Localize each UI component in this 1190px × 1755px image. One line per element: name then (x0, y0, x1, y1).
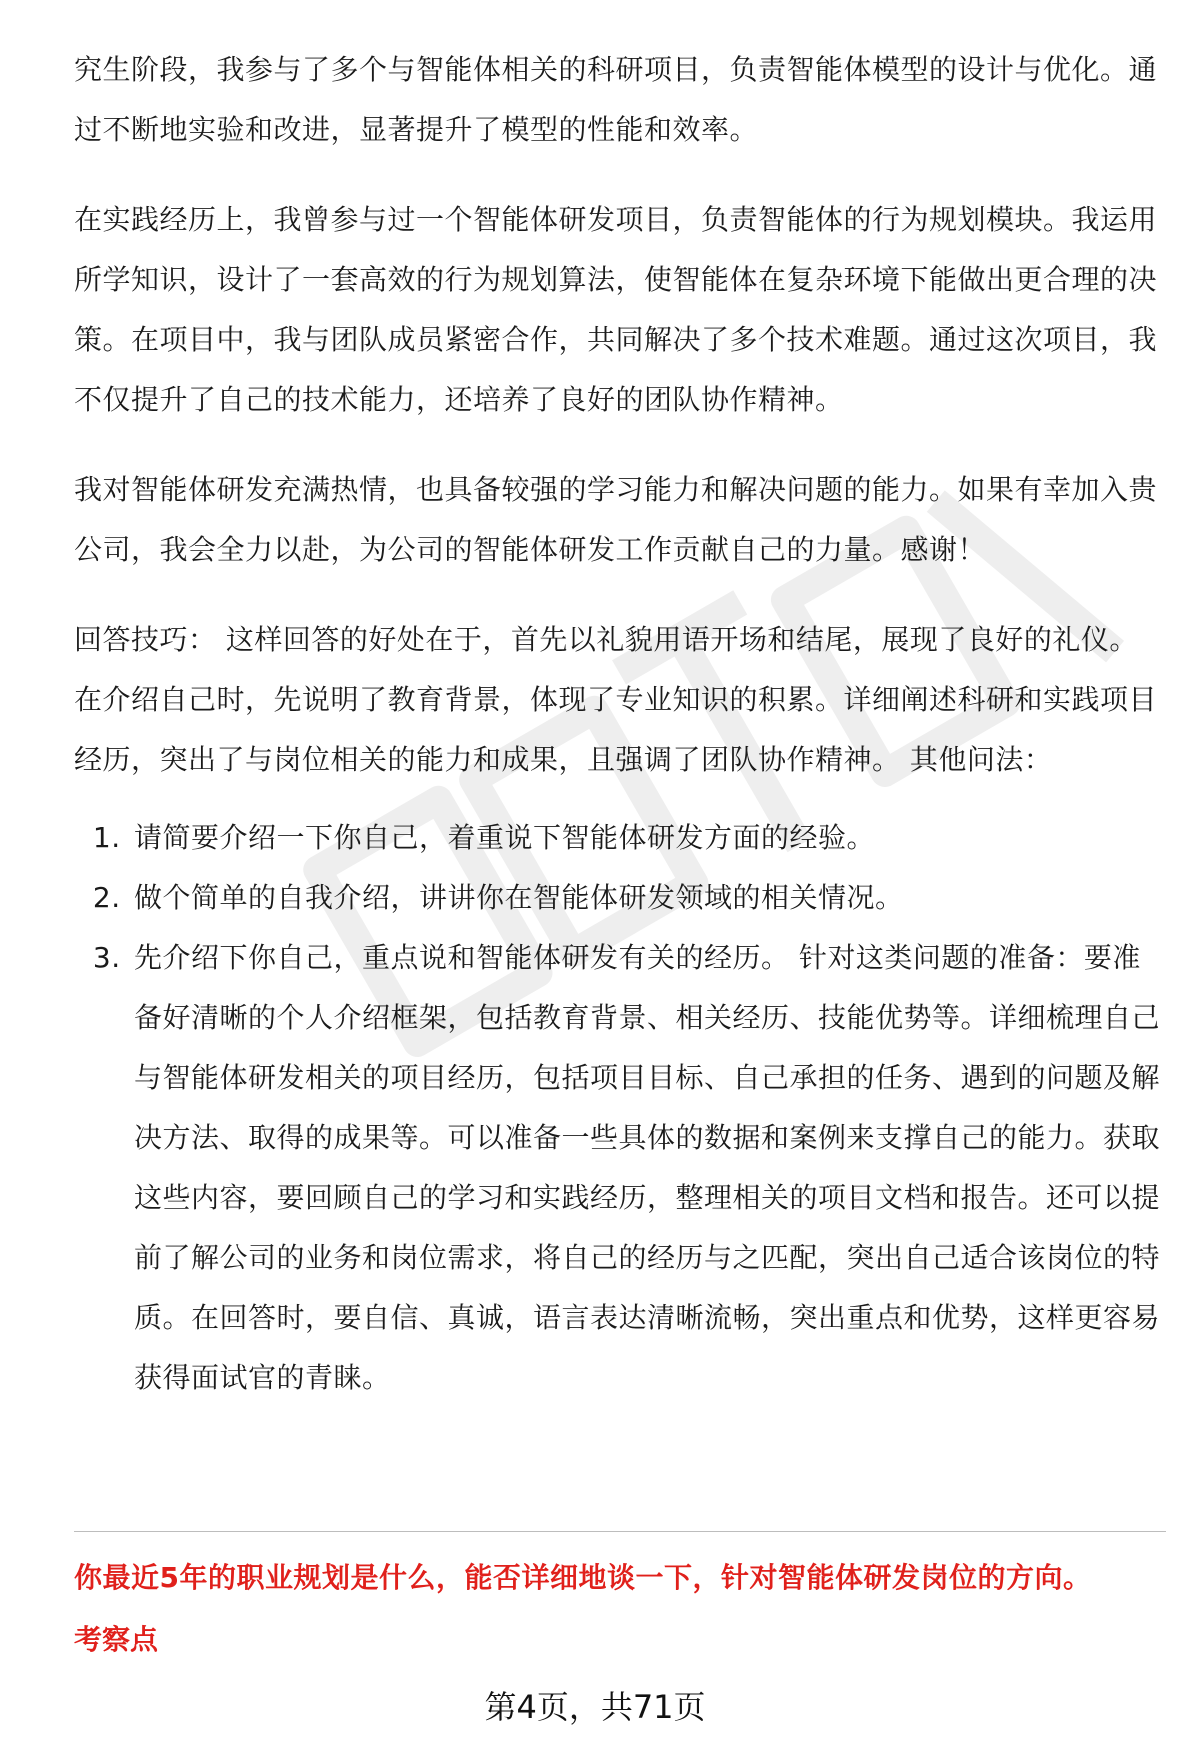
alternative-questions-list (74, 808, 1166, 1408)
paragraph-passion: 我对智能体研发充满热情，也具备较强的学习能力和解决问题的能力。如果有幸加入贵公司，我会全力以赴，为公司的智能体研发工作贡献自己的力量。感谢！ (74, 473, 1158, 566)
paragraph-research: 究生阶段，我参与了多个与智能体相关的科研项目，负责智能体模型的设计与优化。通过不断地实验和改进，显著提升了模型的性能和效率。 (74, 53, 1158, 146)
section-label-kaochadian: 考察点 (74, 1623, 159, 1656)
page-footer: 第4页，共71页 (484, 1688, 706, 1726)
next-question-heading: 你最近5年的职业规划是什么，能否详细地谈一下，针对智能体研发岗位的方向。 (74, 1561, 1092, 1594)
paragraph-practice: 在实践经历上，我曾参与过一个智能体研发项目，负责智能体的行为规划模块。我运用所学知识，设计了一套高效的行为规划算法，使智能体在复杂环境下能做出更合理的决策。在项目中，我与团队成员紧密合作，共同解决了多个技术难题。通过这次项目，我不仅提升了自己的技术能力，还培养了良好的团队协作精神。 (74, 203, 1158, 416)
paragraph-answer-tips: 回答技巧： 这样回答的好处在于，首先以礼貌用语开场和结尾，展现了良好的礼仪。在介绍自己时，先说明了教育背景，体现了专业知识的积累。详细阐述科研和实践项目经历，突出了与岗位相关的能力和成果，且强调了团队协作精神。 其他问法： (74, 623, 1158, 776)
list-item: 1. 请简要介绍一下你自己，着重说下智能体研发方面的经验。 (130, 808, 1166, 868)
list-item: 3. 先介绍下你自己，重点说和智能体研发有关的经历。 针对这类问题的准备：要准备好清晰的个人介绍框架，包括教育背景、相关经历、技能优势等。详细梳理自己与智能体研发相关的项目经历，包括项目目标、自己承担的任务、遇到的问题及解决方法、取得的成果等。可以准备一些具体的数据和案例来支撑自己的能力。获取这些内容，要回顾自己的学习和实践经历，整理相关的项目文档和报告。还可以提前了解公司的业务和岗位需求，将自己的经历与之匹配，突出自己适合该岗位的特质。在回答时，要自信、真诚，语言表达清晰流畅，突出重点和优势，这样更容易获得面试官的青睐。 (130, 928, 1166, 1408)
main-content (74, 40, 1166, 1408)
list-item: 2. 做个简单的自我介绍，讲讲你在智能体研发领域的相关情况。 (130, 868, 1166, 928)
section-divider (74, 1531, 1166, 1532)
